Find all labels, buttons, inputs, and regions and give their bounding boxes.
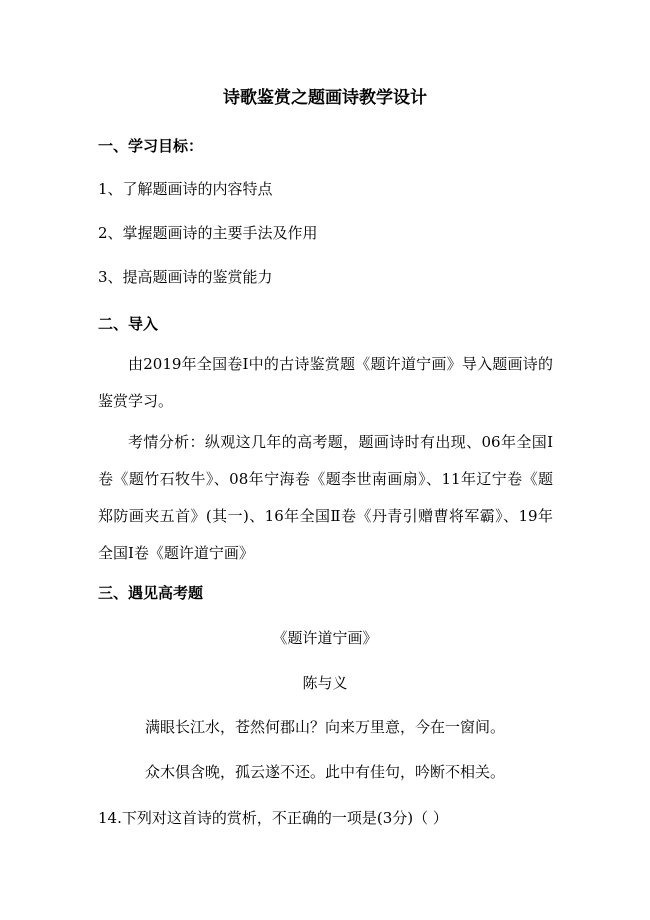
poem-line-2: 众木俱含晚，孤云遂不还。此中有佳句，吟断不相关。 [144, 763, 505, 781]
section-heading-exam: 三、遇见高考题 [98, 584, 204, 602]
objective-item-2: 2、掌握题画诗的主要手法及作用 [98, 224, 318, 242]
exam-analysis-paragraph: 考情分析：纵观这几年的高考题，题画诗时有出现、06年全国Ⅰ卷《题竹石牧牛》、08年宁海卷《题李世南画扇》、11年辽宁卷《题郑防画夹五首》(其一)、16年全国Ⅱ卷《丹青引赠曹将军霸》、19年全国Ⅰ卷《题许道宁画》 [98, 433, 553, 562]
section-heading-objectives: 一、学习目标： [98, 137, 204, 155]
poem-title: 《题许道宁画》 [272, 629, 378, 647]
poem-line-1: 满眼长江水，苍然何郡山？向来万里意，今在一窗间。 [144, 718, 505, 736]
objective-item-1: 1、了解题画诗的内容特点 [98, 180, 273, 198]
poem-author: 陈与义 [302, 674, 348, 692]
page-title: 诗歌鉴赏之题画诗教学设计 [223, 88, 427, 108]
intro-paragraph: 由2019年全国卷Ⅰ中的古诗鉴赏题《题许道宁画》导入题画诗的鉴赏学习。 [98, 355, 553, 410]
question-14: 14.下列对这首诗的赏析，不正确的一项是(3分)（ ） [98, 809, 448, 827]
objective-item-3: 3、提高题画诗的鉴赏能力 [98, 268, 273, 286]
section-heading-intro: 二、导入 [98, 315, 159, 333]
